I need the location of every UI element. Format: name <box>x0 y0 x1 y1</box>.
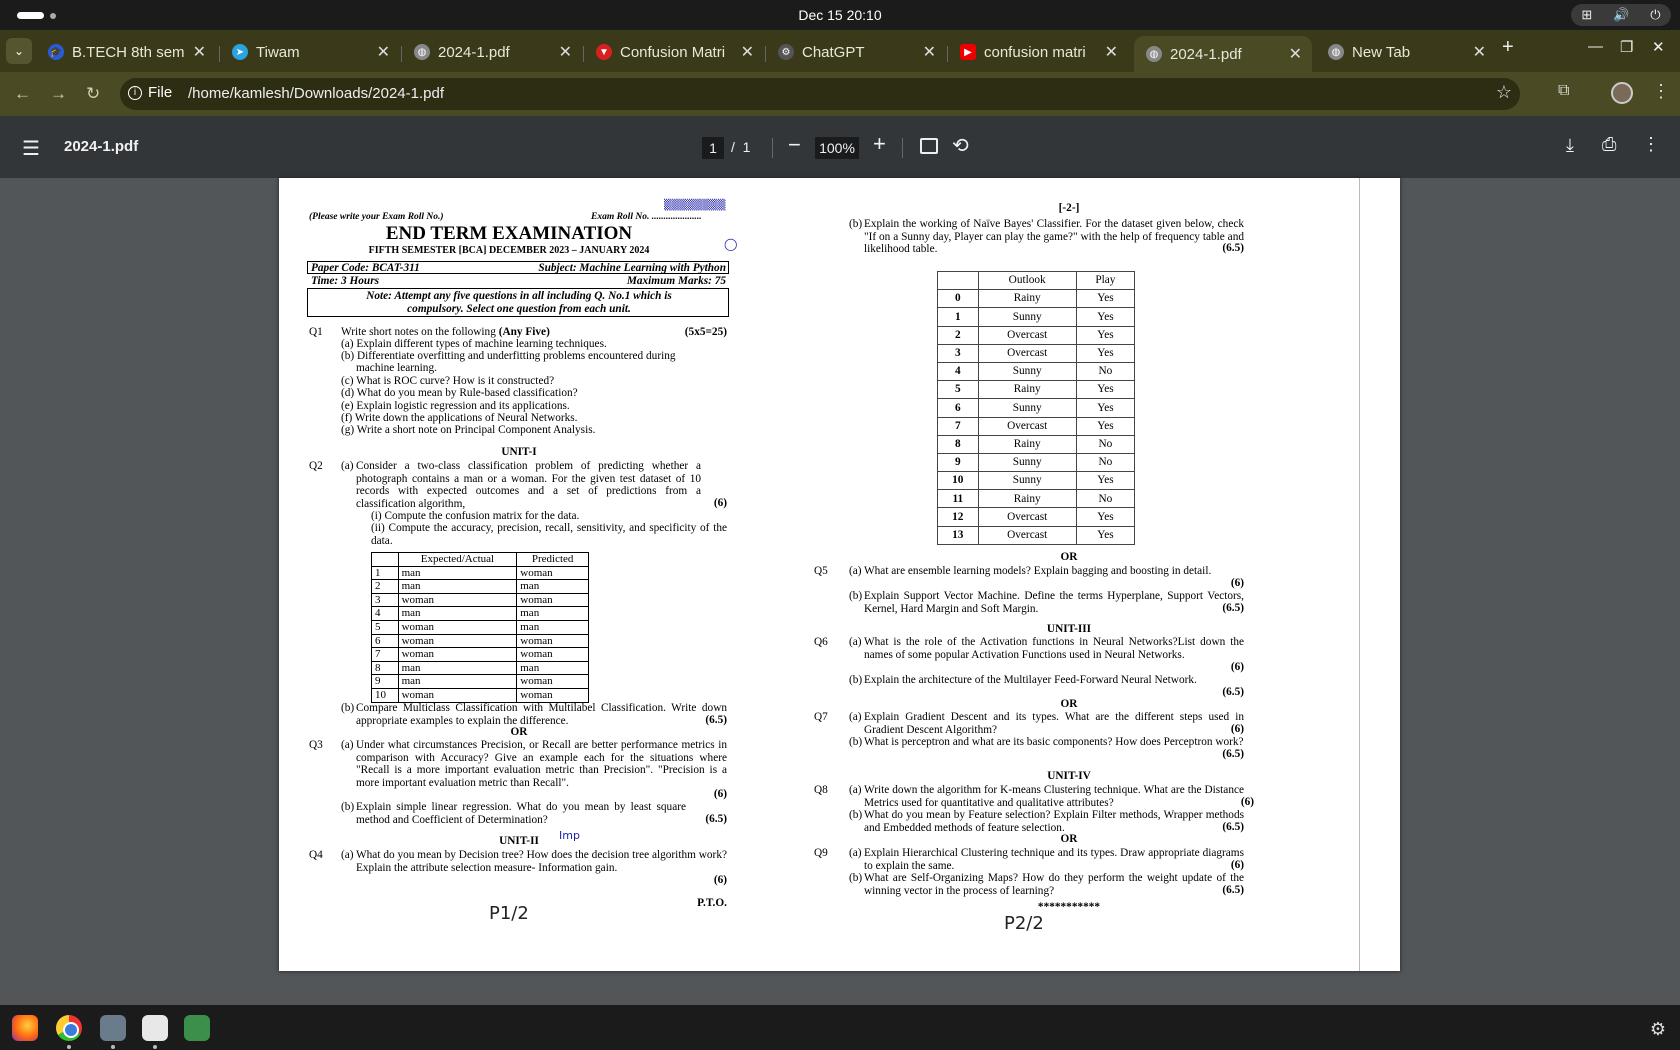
trash-icon[interactable] <box>184 1015 210 1041</box>
table-cell: Rainy <box>978 490 1076 508</box>
print-icon[interactable]: ⎙ <box>1602 134 1617 154</box>
table1-header-cell <box>372 553 399 567</box>
q3-a-label: (a) <box>341 739 354 751</box>
q5-b-text: Explain Support Vector Machine. Define the terms Hyperplane, Support Vectors, Kernel, Hard Margin and Soft Margin. <box>864 590 1244 615</box>
tab-new-tab[interactable] <box>1316 36 1496 68</box>
system-status-menu[interactable] <box>1571 4 1671 26</box>
table-cell: 8 <box>938 435 979 453</box>
globe-icon: ◍ <box>1146 46 1162 62</box>
zoom-in-button[interactable]: + <box>873 131 886 156</box>
q3-b-label: (b) <box>341 801 355 813</box>
table-cell: Yes <box>1076 417 1134 435</box>
q1-marks: (5x5=25) <box>684 326 727 338</box>
q5-a-text: What are ensemble learning models? Explain bagging and boosting in detail. <box>864 565 1212 577</box>
note-line-2: compulsory. Select one question from each unit. <box>407 303 631 315</box>
table-cell: man <box>398 675 517 689</box>
graduation-cap-icon: 🎓 <box>48 44 64 60</box>
site-info-chip[interactable] <box>128 84 172 101</box>
text-editor-icon[interactable] <box>142 1015 168 1041</box>
table-cell: woman <box>517 634 589 648</box>
tab-title: confusion matri <box>984 43 1086 61</box>
q2-b-text: Compare Multiclass Classification with Multilabel Classification. Write down appropriate examples to explain the difference. <box>356 702 727 727</box>
q1-item-d: (d) What do you mean by Rule-based classification? <box>341 387 578 399</box>
globe-icon: ◍ <box>414 44 430 60</box>
q1-item-b-cont: machine learning. <box>356 362 437 374</box>
table-cell: Overcast <box>978 417 1076 435</box>
q1-any: (Any Five) <box>498 326 550 338</box>
table-cell: 13 <box>938 526 979 544</box>
sidebar-menu-icon[interactable]: ☰ <box>22 138 40 160</box>
q3-a-text: Under what circumstances Precision, or Recall are better performance metrics in comparison with Accuracy? Give an example each for the situations where "Recall is a more important evaluation metric than Precision". "Precision is a more important evaluation metric than Recall". <box>356 739 727 789</box>
table-row <box>938 526 1135 544</box>
q4-label: Q4 <box>309 849 323 861</box>
table-cell: No <box>1076 362 1134 380</box>
table2-header-cell: Play <box>1076 272 1134 290</box>
table-cell: man <box>398 607 517 621</box>
browser-toolbar <box>0 72 1680 116</box>
note-line-1: Note: Attempt any five questions in all including Q. No.1 which is <box>366 290 672 302</box>
table-cell: woman <box>398 648 517 662</box>
confusion-data-table <box>371 552 589 703</box>
table-row <box>938 326 1135 344</box>
table-cell: Overcast <box>978 344 1076 362</box>
table-cell: 6 <box>938 399 979 417</box>
extensions-icon[interactable]: ⧉ <box>1558 82 1570 99</box>
tab-title: New Tab <box>1352 43 1411 61</box>
or-3: OR <box>1060 698 1078 710</box>
telegram-icon: ➤ <box>232 44 248 60</box>
q1-item-e: (e) Explain logistic regression and its applications. <box>341 400 570 412</box>
toolbar-divider <box>902 138 903 158</box>
table-row <box>372 580 589 594</box>
naive-bayes-table <box>937 271 1135 545</box>
q6-label: Q6 <box>814 636 828 648</box>
table-cell: Yes <box>1076 308 1134 326</box>
table-cell: Yes <box>1076 508 1134 526</box>
roll-label: Exam Roll No. ..................... <box>591 212 702 222</box>
q1-item-c: (c) What is ROC curve? How is it constructed? <box>341 375 555 387</box>
close-icon[interactable]: ✕ <box>922 44 936 61</box>
system-clock[interactable]: Dec 15 20:10 <box>798 7 882 23</box>
table-cell: 11 <box>938 490 979 508</box>
close-icon[interactable]: ✕ <box>1288 46 1302 63</box>
table-row <box>938 381 1135 399</box>
table-cell: 7 <box>372 648 399 662</box>
chrome-icon: ◍ <box>1328 44 1344 60</box>
max-marks: Maximum Marks: 75 <box>626 275 726 287</box>
table-cell: woman <box>517 675 589 689</box>
profile-avatar[interactable] <box>1611 82 1633 104</box>
q7-b-text: What is perceptron and what are its basic components? How does Perceptron work? <box>864 736 1244 748</box>
table-cell: Yes <box>1076 381 1134 399</box>
q6-b-text: Explain the architecture of the Multilayer Feed-Forward Neural Network. <box>864 674 1197 686</box>
tab-chatgpt[interactable] <box>766 36 946 68</box>
table-row <box>938 399 1135 417</box>
table-row <box>938 417 1135 435</box>
q2-a-i: (i) Compute the confusion matrix for the data. <box>371 510 580 522</box>
close-icon[interactable]: ✕ <box>1104 44 1118 61</box>
table-cell: 4 <box>372 607 399 621</box>
q5-a-label: (a) <box>849 565 862 577</box>
table-cell: 8 <box>372 661 399 675</box>
zoom-input[interactable]: 100% <box>815 137 859 159</box>
q2-a-marks: (6) <box>713 497 727 509</box>
chatgpt-icon: ⚙ <box>778 44 794 60</box>
q4-b-label: (b) <box>849 218 863 230</box>
or-4: OR <box>1060 833 1078 845</box>
table-cell: Rainy <box>978 435 1076 453</box>
table-cell: woman <box>517 688 589 702</box>
table-row <box>372 675 589 689</box>
unit-2-handwriting: Imp <box>559 829 580 842</box>
q1-item-b: (b) Differentiate overfitting and underfitting problems encountered during <box>341 350 676 362</box>
q7-label: Q7 <box>814 711 828 723</box>
q2-b-label: (b) <box>341 702 355 714</box>
table-cell: 5 <box>372 620 399 634</box>
table-cell: No <box>1076 453 1134 471</box>
q2-a-ii: (ii) Compute the accuracy, precision, recall, sensitivity, and specificity of the data. <box>371 522 727 547</box>
q7-a-label: (a) <box>849 711 862 723</box>
youtube-icon: ▶ <box>960 44 976 60</box>
q1-item-f: (f) Write down the applications of Neural Networks. <box>341 412 578 424</box>
table-row <box>372 593 589 607</box>
tab-title: B.TECH 8th sem <box>72 43 185 61</box>
table-cell: man <box>398 661 517 675</box>
tab-pdf-1[interactable] <box>402 36 582 68</box>
zoom-out-button[interactable]: − <box>788 132 801 157</box>
restore-button[interactable]: ❐ <box>1620 39 1634 56</box>
q6-b-label: (b) <box>849 674 863 686</box>
q4-a-marks: (6) <box>713 874 727 886</box>
table-cell: Rainy <box>978 290 1076 308</box>
table-cell: 9 <box>938 453 979 471</box>
table-row <box>372 620 589 634</box>
q8-label: Q8 <box>814 784 828 796</box>
reload-button[interactable]: ↻ <box>86 84 101 103</box>
tab-title: 2024-1.pdf <box>438 43 510 61</box>
q8-a-marks: (6) <box>1240 796 1254 808</box>
table-cell: Sunny <box>978 453 1076 471</box>
table-cell: 2 <box>372 580 399 594</box>
tab-title: Tiwam <box>256 43 300 61</box>
running-indicator <box>67 1045 71 1049</box>
table-cell: 3 <box>938 344 979 362</box>
table-cell: woman <box>398 688 517 702</box>
chrome-icon[interactable] <box>56 1015 82 1041</box>
table-row <box>938 508 1135 526</box>
or-1: OR <box>510 726 528 738</box>
table-cell: woman <box>517 566 589 580</box>
table-cell: Overcast <box>978 526 1076 544</box>
q7-b-label: (b) <box>849 736 863 748</box>
q9-b-text: What are Self-Organizing Maps? How do they perform the weight update of the winning vector in the process of learning? <box>864 872 1244 897</box>
info-icon: i <box>128 86 142 100</box>
table-row <box>938 490 1135 508</box>
table-cell: Yes <box>1076 344 1134 362</box>
q8-a-text: Write down the algorithm for K-means Clustering technique. What are the Distance Metrics used for quantitative and qualitative attributes? <box>864 784 1244 809</box>
page-number-input[interactable]: 1 <box>702 137 724 159</box>
q8-a-label: (a) <box>849 784 862 796</box>
q7-a-text: Explain Gradient Descent and its types. What are the different steps used in Gradient Descent Algorithm? <box>864 711 1244 736</box>
q8-b-text: What do you mean by Feature selection? Explain Filter methods, Wrapper methods and Embedded methods of feature selection. <box>864 809 1244 834</box>
unit-4-heading: UNIT-IV <box>1047 770 1091 782</box>
q2-a-label: (a) <box>341 460 354 472</box>
semester-line: FIFTH SEMESTER [BCA] DECEMBER 2023 – JANUARY 2024 <box>368 245 650 256</box>
table-row <box>372 661 589 675</box>
page-total <box>731 139 750 155</box>
q2-b-marks: (6.5) <box>705 714 727 726</box>
q8-b-label: (b) <box>849 809 863 821</box>
tab-title: Confusion Matri <box>620 43 726 61</box>
table-cell: woman <box>398 634 517 648</box>
table-row <box>938 344 1135 362</box>
back-button[interactable]: ← <box>14 84 31 103</box>
q6-a-marks: (6) <box>1230 661 1244 673</box>
time-allowed: Time: 3 Hours <box>311 275 379 287</box>
close-icon[interactable]: ✕ <box>1472 44 1486 61</box>
paper-code: Paper Code: BCAT-311 <box>311 262 420 274</box>
more-actions-icon[interactable]: ⋮ <box>1642 134 1660 154</box>
q7-b-marks: (6.5) <box>1222 748 1244 760</box>
tab-confusion-matrix[interactable] <box>584 36 764 68</box>
pdf-toolbar <box>0 116 1680 178</box>
q9-a-marks: (6) <box>1230 859 1244 871</box>
table-cell: 5 <box>938 381 979 399</box>
roll-number-handwriting: ▒▒▒▒▒▒▒▒ <box>664 200 726 211</box>
table-cell: Yes <box>1076 472 1134 490</box>
table-row <box>938 362 1135 380</box>
bookmark-star-icon[interactable]: ☆ <box>1495 82 1512 102</box>
table-cell: man <box>517 620 589 634</box>
q5-b-label: (b) <box>849 590 863 602</box>
unit-1-heading: UNIT-I <box>501 446 537 458</box>
table-cell: 1 <box>372 566 399 580</box>
q4-a-label: (a) <box>341 849 354 861</box>
q9-a-text: Explain Hierarchical Clustering technique and its types. Draw appropriate diagrams to explain the same. <box>864 847 1244 872</box>
close-icon[interactable]: ✕ <box>558 44 572 61</box>
q2-a-text: Consider a two-class classification problem of predicting whether a photograph contains a man or a woman. For the given test dataset of 10 records with expected outcomes and a set of predictions from a classification algorithm, <box>356 460 701 510</box>
table-cell: Yes <box>1076 399 1134 417</box>
q1-item-g: (g) Write a short note on Principal Component Analysis. <box>341 424 596 436</box>
fit-page-icon[interactable] <box>920 138 938 154</box>
close-icon[interactable]: ✕ <box>740 44 754 61</box>
table-row <box>938 308 1135 326</box>
or-2: OR <box>1060 551 1078 563</box>
new-tab-button[interactable]: + <box>1502 36 1514 58</box>
q4-a-text: What do you mean by Decision tree? How does the decision tree algorithm work? Explain the attribute selection measure- Information gain. <box>356 849 727 874</box>
system-top-bar <box>0 0 1680 30</box>
tab-search-button[interactable]: ⌄ <box>6 38 32 64</box>
table-cell: 1 <box>938 308 979 326</box>
table-cell: man <box>517 580 589 594</box>
table1-header-cell: Predicted <box>517 553 589 567</box>
settings-icon[interactable]: ⚙ <box>1649 1019 1666 1039</box>
volume-icon: 🔊 <box>1613 7 1630 22</box>
close-icon[interactable]: ✕ <box>192 44 206 61</box>
table-cell: woman <box>398 620 517 634</box>
table-cell: man <box>517 607 589 621</box>
table-cell: 6 <box>372 634 399 648</box>
q6-a-text: What is the role of the Activation functions in Neural Networks?List down the names of some popular Activation Functions used in Neural Networks. <box>864 636 1244 661</box>
q6-b-marks: (6.5) <box>1222 686 1244 698</box>
table-cell: man <box>398 566 517 580</box>
toolbar-divider <box>772 138 773 158</box>
tab-btech[interactable] <box>36 36 216 68</box>
pto: P.T.O. <box>697 897 727 909</box>
table-cell: No <box>1076 435 1134 453</box>
left-half-page <box>309 178 754 971</box>
address-bar[interactable] <box>120 78 1520 110</box>
q5-label: Q5 <box>814 565 828 577</box>
q9-label: Q9 <box>814 847 828 859</box>
table-row <box>938 472 1135 490</box>
minimize-button[interactable]: — <box>1588 38 1603 55</box>
subject: Subject: Machine Learning with Python <box>538 262 726 274</box>
table-cell: Yes <box>1076 526 1134 544</box>
table1-header-cell: Expected/Actual <box>398 553 517 567</box>
table-row <box>372 634 589 648</box>
q4-b-marks: (6.5) <box>1222 242 1244 254</box>
running-indicator <box>111 1045 115 1049</box>
q1-item-a: (a) Explain different types of machine learning techniques. <box>341 338 607 350</box>
pdf-page <box>279 178 1400 971</box>
q5-a-marks: (6) <box>1230 577 1244 589</box>
q6-a-label: (a) <box>849 636 862 648</box>
table-cell: woman <box>517 593 589 607</box>
circled-handwriting: ◯ <box>724 237 738 251</box>
exam-title: END TERM EXAMINATION <box>385 223 633 244</box>
table-cell: Sunny <box>978 472 1076 490</box>
q1-title: Write short notes on the following <box>341 326 496 338</box>
table-cell: Overcast <box>978 508 1076 526</box>
table-row <box>372 648 589 662</box>
unit-2-heading: UNIT-II <box>499 835 539 847</box>
browser-menu-icon[interactable]: ⋮ <box>1652 81 1670 101</box>
table-cell: woman <box>517 648 589 662</box>
table-cell: Overcast <box>978 326 1076 344</box>
table-cell: 0 <box>938 290 979 308</box>
table-cell: 2 <box>938 326 979 344</box>
rotate-icon[interactable]: ⟲ <box>952 135 969 157</box>
tab-tiwam[interactable] <box>220 36 400 68</box>
taskbar <box>0 1005 1680 1050</box>
q4-b-text: Explain the working of Naïve Bayes' Classifier. For the dataset given below, check "If on a Sunny day, Player can play the game?" with the help of frequency table and likelihood table. <box>864 218 1244 256</box>
q3-label: Q3 <box>309 739 323 751</box>
table-cell: 10 <box>938 472 979 490</box>
download-icon[interactable]: ⤓ <box>1566 135 1574 155</box>
table-cell: Sunny <box>978 308 1076 326</box>
firefox-icon[interactable] <box>12 1015 38 1041</box>
unit-3-heading: UNIT-III <box>1046 623 1092 635</box>
q2-label: Q2 <box>309 460 323 472</box>
q9-b-label: (b) <box>849 872 863 884</box>
table-row <box>938 453 1135 471</box>
roll-note: (Please write your Exam Roll No.) <box>309 212 444 222</box>
q9-b-marks: (6.5) <box>1222 884 1244 896</box>
table-cell: 4 <box>938 362 979 380</box>
forward-button[interactable]: → <box>50 84 67 103</box>
end-stars: *********** <box>1037 901 1101 913</box>
close-icon[interactable]: ✕ <box>376 44 390 61</box>
q3-b-marks: (6.5) <box>705 813 727 825</box>
network-icon: ⊞ <box>1581 7 1593 22</box>
q8-b-marks: (6.5) <box>1222 821 1244 833</box>
table-cell: 12 <box>938 508 979 526</box>
url-text[interactable]: /home/kamlesh/Downloads/2024-1.pdf <box>188 85 444 102</box>
page-2-handwriting: P2/2 <box>1004 913 1044 934</box>
table-cell: 7 <box>938 417 979 435</box>
table-row <box>372 688 589 702</box>
table-cell: 9 <box>372 675 399 689</box>
close-window-button[interactable]: ✕ <box>1652 39 1665 56</box>
vinted-icon: ▼ <box>596 44 612 60</box>
right-half-page <box>814 178 1349 971</box>
page-separator: / <box>731 139 735 155</box>
table-cell: No <box>1076 490 1134 508</box>
pdf-filename: 2024-1.pdf <box>64 138 139 155</box>
table-cell: man <box>398 580 517 594</box>
table-cell: Yes <box>1076 290 1134 308</box>
table-row <box>372 566 589 580</box>
tab-pdf-active[interactable] <box>1134 36 1312 72</box>
table1-header-row <box>372 553 589 567</box>
table2-header-cell <box>938 272 979 290</box>
running-indicator <box>153 1045 157 1049</box>
page-1-handwriting: P1/2 <box>489 903 529 924</box>
page-edge-line <box>1359 178 1360 971</box>
page-count: 1 <box>742 139 751 155</box>
tab-title: 2024-1.pdf <box>1170 45 1242 63</box>
table-cell: man <box>517 661 589 675</box>
table-row <box>372 607 589 621</box>
table-cell: Sunny <box>978 362 1076 380</box>
q3-a-marks: (6) <box>713 788 727 800</box>
table-row <box>938 290 1135 308</box>
q1-label: Q1 <box>309 326 323 338</box>
table-cell: woman <box>398 593 517 607</box>
table-cell: Sunny <box>978 399 1076 417</box>
page-number: [-2-] <box>1058 202 1080 214</box>
q7-a-marks: (6) <box>1230 723 1244 735</box>
table-cell: 3 <box>372 593 399 607</box>
q9-a-label: (a) <box>849 847 862 859</box>
table2-header-row <box>938 272 1135 290</box>
tab-title: ChatGPT <box>802 43 865 61</box>
table-row <box>938 435 1135 453</box>
q5-b-marks: (6.5) <box>1222 602 1244 614</box>
files-icon[interactable] <box>100 1015 126 1041</box>
table-cell: Rainy <box>978 381 1076 399</box>
browser-tab-strip <box>0 30 1680 72</box>
power-icon: ⏻ <box>1650 7 1661 22</box>
table2-header-cell: Outlook <box>978 272 1076 290</box>
table-cell: Yes <box>1076 326 1134 344</box>
tab-youtube[interactable] <box>948 36 1128 68</box>
site-info-label: File <box>148 84 173 101</box>
table-cell: 10 <box>372 688 399 702</box>
q3-b-text: Explain simple linear regression. What do you mean by least square method and Coefficient of Determination? <box>356 801 686 826</box>
